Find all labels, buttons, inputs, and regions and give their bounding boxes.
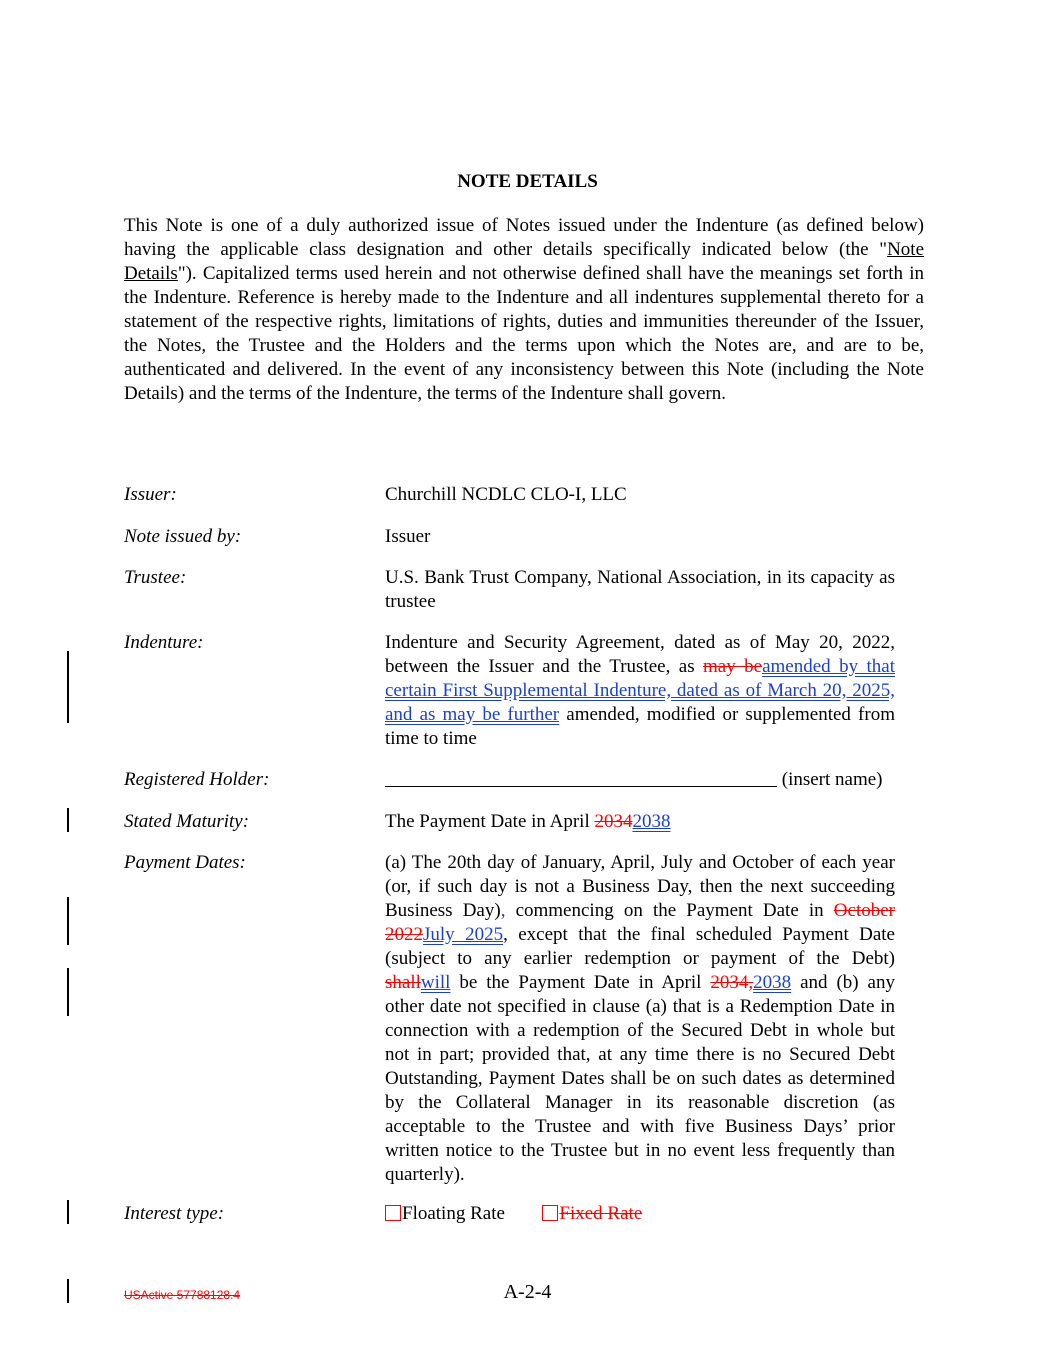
interest-type-value <box>385 1202 895 1226</box>
intro-paragraph <box>124 214 924 406</box>
page-title: NOTE DETAILS <box>457 171 598 192</box>
change-bar <box>67 1200 69 1224</box>
document-id: USActive 57788128.4 <box>124 1288 241 1302</box>
maturity-label: Stated Maturity: <box>124 811 250 832</box>
issuer-label: Issuer: <box>124 484 177 505</box>
issued-by-value: Issuer <box>385 526 431 547</box>
issuer-value: Churchill NCDLC CLO-I, LLC <box>385 484 627 505</box>
deleted-text: shall <box>385 972 421 993</box>
payment-dates-text: commencing on the Payment Date in <box>505 900 834 921</box>
payment-dates-text: be the Payment Date in April <box>450 972 711 993</box>
maturity-text: The Payment Date in April <box>385 811 595 832</box>
holder-value <box>385 768 895 792</box>
inserted-text: July 2025 <box>423 924 504 945</box>
change-bar <box>67 968 69 1016</box>
deleted-text: may be <box>703 656 763 677</box>
change-bar <box>67 897 69 945</box>
deleted-text: 2034 <box>594 811 633 832</box>
inserted-text: 2038 <box>753 972 792 993</box>
page-number: A-2-4 <box>503 1281 552 1303</box>
trustee-label: Trustee: <box>124 567 187 588</box>
name-blank-line <box>385 768 777 787</box>
inserted-text: 2038 <box>632 811 671 832</box>
interest-type-label: Interest type: <box>124 1203 225 1224</box>
indenture-label: Indenture: <box>124 632 204 653</box>
fixed-rate-checkbox[interactable] <box>542 1205 558 1221</box>
holder-suffix: (insert name) <box>777 769 883 790</box>
deleted-text: October 2022 <box>385 900 895 945</box>
trustee-value: U.S. Bank Trust Company, National Association, in its capacity as trustee <box>385 567 895 612</box>
payment-dates-label: Payment Dates: <box>124 852 246 873</box>
payment-dates-text: (a) The 20th day of January, April, July and October of each year (or, if such day is not a Business Day, then the next succeeding Business Day) <box>385 852 895 921</box>
fixed-rate-label: Fixed Rate <box>559 1203 643 1224</box>
change-bar <box>67 808 69 832</box>
payment-dates-text: , except that the final scheduled Payment Date (subject to any earlier redemption or payment of the Debt) <box>385 924 895 969</box>
inserted-text: , <box>500 900 506 921</box>
payment-dates-value <box>385 851 895 1187</box>
intro-text: "). Capitalized terms used herein and not otherwise defined shall have the meanings set forth in the Indenture. Reference is hereby made to the Indenture and all indentures supplemental thereto for a statement of the respective rights, limitations of rights, duties and immunities thereunder of the Issuer, the Notes, the Trustee and the Holders and the terms upon which the Notes are, and are to be, authenticated and delivered. In the event of any inconsistency between this Note (including the Note Details) and the terms of the Indenture, the terms of the Indenture shall govern. <box>124 263 924 404</box>
defined-term: Note Details <box>124 239 924 284</box>
issued-by-label: Note issued by: <box>124 526 242 547</box>
indenture-text: Indenture and Security Agreement, dated as of May 20, 2022, between the Issuer and the Trustee, as <box>385 632 895 677</box>
maturity-value <box>385 810 895 834</box>
deleted-text: 2034, <box>710 972 754 993</box>
floating-rate-checkbox[interactable] <box>385 1205 401 1221</box>
holder-label: Registered Holder: <box>124 769 270 790</box>
inserted-text: will <box>420 972 451 993</box>
payment-dates-text: and (b) any other date not specified in clause (a) that is a Redemption Date in connection with a redemption of the Secured Debt in whole but not in part; provided that, at any time there is no Secured Debt Outstanding, Payment Dates shall be on such dates as determined by the Collateral Manager in its reasonable discretion (as acceptable to the Trustee and with five Business Days’ prior written notice to the Trustee but in no event less frequently than quarterly). <box>385 972 895 1185</box>
intro-text: This Note is one of a duly authorized issue of Notes issued under the Indenture (as defined below) having the applicable class designation and other details specifically indicated below (the " <box>124 215 924 260</box>
floating-rate-label: Floating Rate <box>402 1203 505 1224</box>
inserted-text: amended by that certain First Supplemental Indenture, dated as of March 20, 2025, and as may be further <box>385 656 896 725</box>
indenture-text: amended, modified or supplemented from time to time <box>385 704 895 749</box>
change-bar <box>67 651 69 723</box>
indenture-value <box>385 631 895 751</box>
